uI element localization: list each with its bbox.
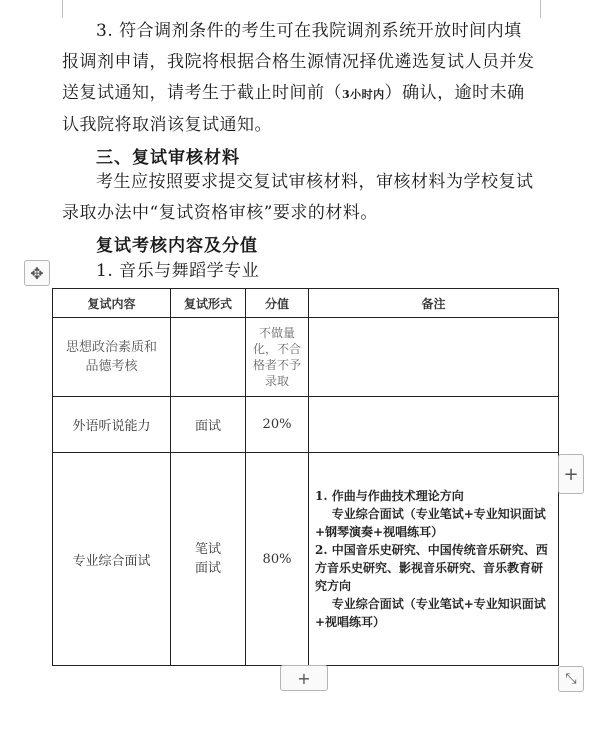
- materials-line-2: 录取办法中“复试资格审核”要求的材料。: [62, 203, 378, 223]
- table-row: [53, 318, 559, 397]
- materials-paragraph-cont: [62, 198, 378, 229]
- section-heading: 三、复试审核材料: [96, 148, 240, 168]
- sub-heading: 复试考核内容及分值: [96, 236, 258, 256]
- paragraph-3: [96, 16, 522, 47]
- cell-score[interactable]: 不做量化，不合格者不予录取: [246, 318, 309, 397]
- cell-form[interactable]: 笔试面试: [171, 453, 246, 666]
- notes-line-2: 专业综合面试（专业笔试+专业知识面试+钢琴演奏+视唱练耳）: [315, 507, 546, 539]
- header-score[interactable]: 分值: [246, 289, 309, 318]
- cell-score[interactable]: 20%: [246, 397, 309, 453]
- notes-line-1: 1. 作曲与作曲技术理论方向: [315, 489, 464, 503]
- add-row-button[interactable]: +: [280, 665, 328, 691]
- margin-mark-right: [540, 0, 541, 18]
- cell-form[interactable]: 面试: [171, 397, 246, 453]
- table-row: [53, 453, 559, 666]
- add-column-button[interactable]: +: [558, 454, 584, 494]
- materials-line-1: 考生应按照要求提交复试审核材料，审核材料为学校复试: [96, 172, 534, 192]
- notes-line-4: 专业综合面试（专业笔试+专业知识面试+视唱练耳）: [315, 597, 546, 629]
- cell-content[interactable]: 专业综合面试: [53, 453, 171, 666]
- paragraph-3-line-3: 送复试通知，请考生于截止时间前（3小时内）确认，逾时未确: [62, 83, 525, 103]
- materials-paragraph: [96, 167, 534, 198]
- table-resize-icon[interactable]: ⤡: [558, 666, 584, 692]
- cell-notes[interactable]: [309, 318, 559, 397]
- header-content[interactable]: 复试内容: [53, 289, 171, 318]
- paragraph-3-line-2: 报调剂申请，我院将根据合格生源情况择优遴选复试人员并发: [62, 52, 535, 72]
- cell-notes[interactable]: [309, 453, 559, 666]
- table-row: [53, 397, 559, 453]
- cell-notes[interactable]: [309, 397, 559, 453]
- deadline-note: 3小时内: [342, 88, 385, 101]
- cell-content[interactable]: 思想政治素质和品德考核: [53, 318, 171, 397]
- paragraph-3-body: [62, 47, 535, 141]
- cell-score[interactable]: 80%: [246, 453, 309, 666]
- table-header-row: [53, 289, 559, 318]
- cell-content[interactable]: 外语听说能力: [53, 397, 171, 453]
- header-notes[interactable]: 备注: [309, 289, 559, 318]
- notes-line-3: 2. 中国音乐史研究、中国传统音乐研究、西方音乐史研究、影视音乐研究、音乐教育研究方向: [315, 543, 548, 593]
- paragraph-3-line-1: 3. 符合调剂条件的考生可在我院调剂系统开放时间内填: [96, 21, 522, 41]
- cell-form[interactable]: [171, 318, 246, 397]
- major-heading: 1. 音乐与舞蹈学专业: [96, 261, 260, 281]
- paragraph-3-line-4: 认我院将取消该复试通知。: [62, 115, 272, 135]
- header-form[interactable]: 复试形式: [171, 289, 246, 318]
- table-move-icon[interactable]: ✥: [24, 260, 50, 286]
- review-table: [52, 288, 559, 666]
- margin-mark-left: [62, 0, 63, 18]
